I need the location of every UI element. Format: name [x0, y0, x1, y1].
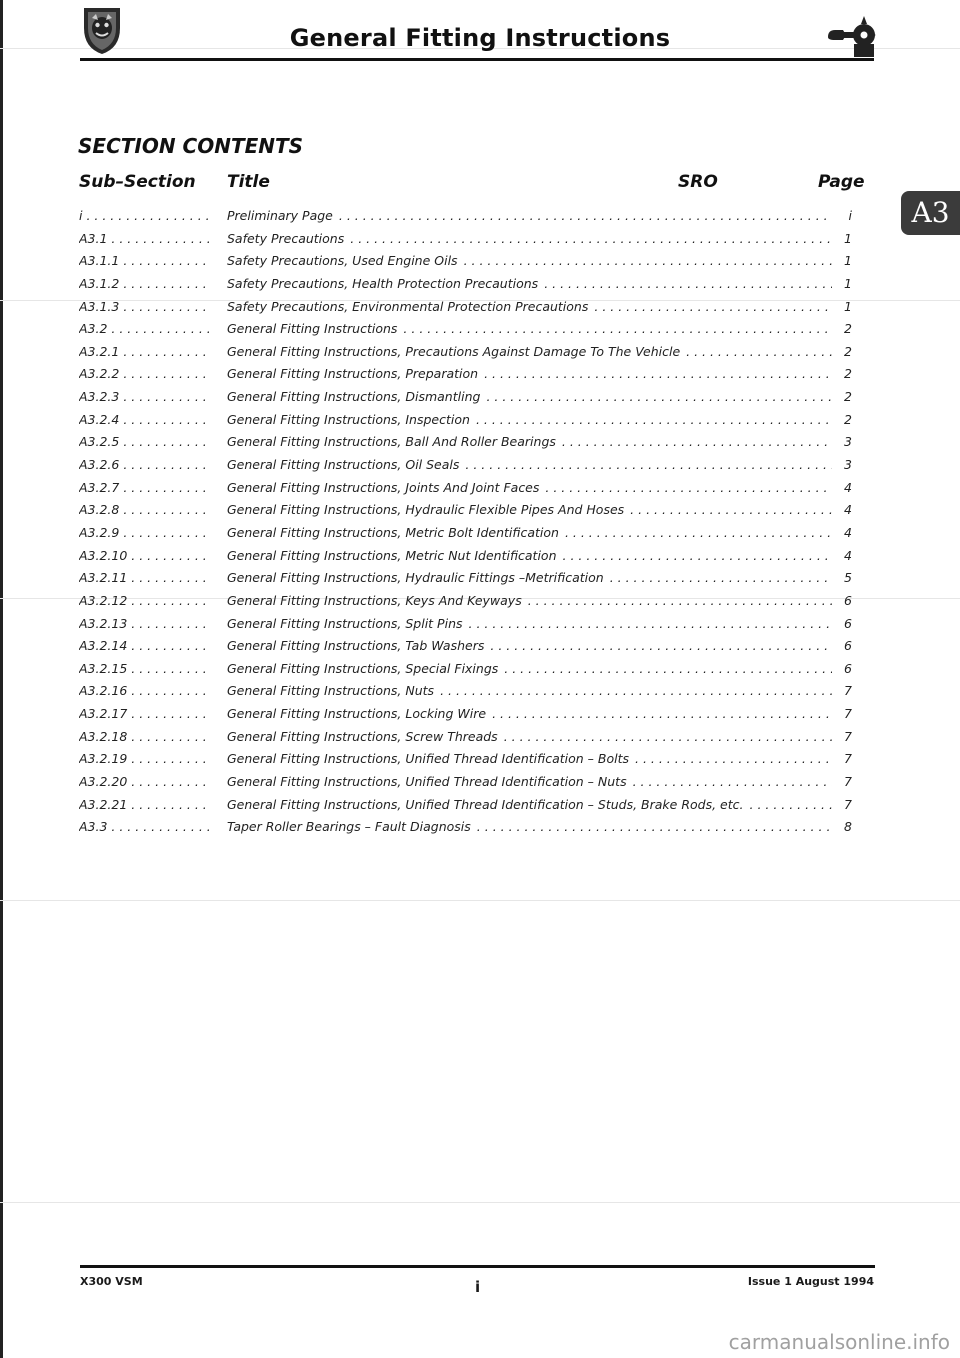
contents-row[interactable]: [79, 389, 852, 412]
contents-row[interactable]: [79, 774, 852, 797]
subsection-title: General Fitting Instructions, Unified Thread Identification – Studs, Brake Rods, etc.: [227, 796, 744, 812]
subsection-number: A3.2.16 . . .: [79, 683, 209, 698]
subsection-number: A3.2.4 . . .: [79, 412, 209, 427]
subsection-title: General Fitting Instructions, Special Fixings: [227, 660, 499, 676]
dot-leader: [630, 502, 832, 517]
scan-rule: [0, 900, 960, 901]
subsection-title: General Fitting Instructions, Dismantling: [227, 389, 481, 405]
page-number: 1: [844, 275, 852, 291]
subsection-number: A3.2.8 . . .: [79, 502, 209, 517]
contents-row[interactable]: [79, 706, 852, 729]
subsection-number: A3.2.1 . . .: [79, 344, 209, 359]
contents-row[interactable]: [79, 321, 852, 344]
contents-row[interactable]: [79, 548, 852, 571]
contents-row[interactable]: [79, 751, 852, 774]
page-number: 7: [844, 706, 852, 722]
subsection-title: General Fitting Instructions, Precautions Against Damage To The Vehicle: [227, 343, 681, 359]
subsection-number: A3.2.3 . . .: [79, 389, 209, 404]
page-number: 6: [844, 638, 852, 654]
subsection-title: General Fitting Instructions, Ball And Roller Bearings: [227, 434, 556, 450]
dot-leader: [477, 819, 832, 834]
contents-row[interactable]: [79, 299, 852, 322]
subsection-title: General Fitting Instructions, Inspection: [227, 411, 470, 427]
subsection-number: A3.2.6 . . .: [79, 457, 209, 472]
page-number: 2: [844, 321, 852, 337]
subsection-title: Safety Precautions, Environmental Protection Precautions: [227, 298, 589, 314]
column-header-sro: SRO: [678, 172, 718, 192]
header-rule: [80, 58, 874, 61]
contents-row[interactable]: [79, 231, 852, 254]
subsection-number: A3.2.21 . . .: [79, 797, 209, 812]
subsection-number: A3.2.20 . . .: [79, 774, 209, 789]
contents-table: [79, 208, 852, 842]
dot-leader: [504, 729, 832, 744]
subsection-number: i . . .: [79, 208, 209, 223]
contents-row[interactable]: [79, 208, 852, 231]
column-header-title: Title: [227, 172, 270, 192]
page-number: 5: [844, 570, 852, 586]
subsection-title: Preliminary Page: [227, 208, 333, 223]
dot-leader: [594, 299, 832, 314]
subsection-title: Safety Precautions, Health Protection Precautions: [227, 275, 539, 291]
subsection-title: General Fitting Instructions, Screw Threads: [227, 728, 498, 744]
page-number: 7: [844, 728, 852, 744]
footer-issue-date: Issue 1 August 1994: [747, 1275, 874, 1288]
page-number: 4: [844, 502, 852, 518]
dot-leader: [469, 616, 833, 631]
dot-leader: [635, 751, 832, 766]
page-number: 2: [844, 343, 852, 359]
dot-leader: [476, 412, 832, 427]
subsection-number: A3.3 . . .: [79, 819, 209, 834]
contents-row[interactable]: [79, 412, 852, 435]
subsection-number: A3.2.18 . . .: [79, 729, 209, 744]
dot-leader: [750, 797, 833, 812]
contents-row[interactable]: [79, 502, 852, 525]
subsection-title: General Fitting Instructions, Locking Wire: [227, 706, 487, 722]
contents-row[interactable]: [79, 366, 852, 389]
contents-row[interactable]: [79, 661, 852, 684]
subsection-title: General Fitting Instructions, Joints And Joint Faces: [227, 479, 540, 495]
dot-leader: [563, 548, 832, 563]
dot-leader: [544, 276, 832, 291]
contents-row[interactable]: [79, 616, 852, 639]
dot-leader: [490, 638, 832, 653]
dot-leader: [403, 321, 832, 336]
contents-row[interactable]: [79, 593, 852, 616]
page-number: 6: [844, 615, 852, 631]
dot-leader: [565, 525, 832, 540]
subsection-number: A3.2.13 . . .: [79, 616, 209, 631]
subsection-number: A3.2 . . .: [79, 321, 209, 336]
subsection-number: A3.1.1 . . .: [79, 253, 209, 268]
page-number: 6: [844, 592, 852, 608]
dot-leader: [350, 231, 832, 246]
subsection-number: A3.2.10 . . .: [79, 548, 209, 563]
contents-row[interactable]: [79, 683, 852, 706]
subsection-number: A3.2.7 . . .: [79, 480, 209, 495]
section-tab: A3: [901, 191, 960, 235]
page-number: 3: [844, 434, 852, 450]
subsection-title: General Fitting Instructions, Metric Nut Identification: [227, 547, 557, 563]
dot-leader: [545, 480, 832, 495]
page-number: 7: [844, 751, 852, 767]
page-number: 2: [844, 389, 852, 405]
subsection-number: A3.1.3 . . .: [79, 299, 209, 314]
subsection-title: Safety Precautions: [227, 230, 345, 246]
page-title: General Fitting Instructions: [289, 24, 671, 52]
subsection-title: General Fitting Instructions, Preparation: [227, 366, 479, 382]
subsection-number: A3.2.17 . . .: [79, 706, 209, 721]
subsection-title: General Fitting Instructions, Hydraulic Flexible Pipes And Hoses: [227, 502, 625, 518]
dot-leader: [562, 434, 832, 449]
subsection-title: General Fitting Instructions, Hydraulic Fittings –Metrification: [227, 570, 604, 586]
contents-row[interactable]: [79, 819, 852, 842]
dot-leader: [339, 208, 832, 223]
subsection-number: A3.2.15 . . .: [79, 661, 209, 676]
dot-leader: [492, 706, 832, 721]
dot-leader: [686, 344, 832, 359]
dot-leader: [484, 366, 832, 381]
subsection-title: General Fitting Instructions, Nuts: [227, 683, 435, 699]
subsection-number: A3.2.12 . . .: [79, 593, 209, 608]
subsection-number: A3.2.19 . . .: [79, 751, 209, 766]
page-number: 1: [844, 230, 852, 246]
subsection-title: General Fitting Instructions, Keys And Keyways: [227, 592, 522, 608]
dot-leader: [610, 570, 832, 585]
page-number: 2: [844, 366, 852, 382]
contents-row[interactable]: [79, 344, 852, 367]
dot-leader: [465, 457, 832, 472]
footer-rule: [80, 1265, 875, 1268]
page-number: 4: [844, 479, 852, 495]
contents-row[interactable]: [79, 434, 852, 457]
subsection-title: General Fitting Instructions, Split Pins: [227, 615, 463, 631]
subsection-number: A3.2.11 . . .: [79, 570, 209, 585]
dot-leader: [528, 593, 832, 608]
column-header-page: Page: [818, 172, 865, 192]
subsection-title: General Fitting Instructions: [227, 321, 398, 337]
page-number: 7: [844, 796, 852, 812]
contents-row[interactable]: [79, 457, 852, 480]
watermark: carmanualsonline.info: [728, 1330, 950, 1354]
subsection-number: A3.2.9 . . .: [79, 525, 209, 540]
contents-row[interactable]: [79, 276, 852, 299]
contents-row[interactable]: [79, 797, 852, 820]
contents-row[interactable]: [79, 525, 852, 548]
page-number: 3: [844, 457, 852, 473]
page-number: 8: [844, 819, 852, 835]
footer-document-code: X300 VSM: [80, 1275, 143, 1288]
contents-row[interactable]: [79, 253, 852, 276]
page-number: 1: [844, 298, 852, 314]
contents-row[interactable]: [79, 638, 852, 661]
subsection-number: A3.2.5 . . .: [79, 434, 209, 449]
subsection-number: A3.2.14 . . .: [79, 638, 209, 653]
column-header-subsection: Sub–Section: [79, 172, 196, 192]
footer-page-number: i: [475, 1278, 481, 1296]
subsection-title: General Fitting Instructions, Unified Thread Identification – Nuts: [227, 774, 627, 790]
subsection-title: Safety Precautions, Used Engine Oils: [227, 253, 458, 269]
scan-rule: [0, 1202, 960, 1203]
dot-leader: [633, 774, 832, 789]
wrench-gear-icon: [824, 10, 876, 62]
subsection-title: General Fitting Instructions, Unified Thread Identification – Bolts: [227, 751, 630, 767]
page-number: 4: [844, 524, 852, 540]
page-number: i: [848, 208, 852, 223]
subsection-title: General Fitting Instructions, Metric Bolt Identification: [227, 524, 559, 540]
page-number: 2: [844, 411, 852, 427]
dot-leader: [464, 253, 832, 268]
contents-row[interactable]: [79, 480, 852, 503]
page-number: 7: [844, 683, 852, 699]
subsection-title: General Fitting Instructions, Oil Seals: [227, 457, 460, 473]
page-number: 7: [844, 774, 852, 790]
contents-row[interactable]: [79, 729, 852, 752]
subsection-number: A3.1.2 . . .: [79, 276, 209, 291]
section-heading: SECTION CONTENTS: [78, 134, 304, 158]
dot-leader: [504, 661, 832, 676]
subsection-number: A3.2.2 . . .: [79, 366, 209, 381]
subsection-number: A3.1 . . .: [79, 231, 209, 246]
page-edge-line: [0, 0, 3, 1358]
page-number: 6: [844, 660, 852, 676]
subsection-title: Taper Roller Bearings – Fault Diagnosis: [227, 819, 471, 835]
page-number: 4: [844, 547, 852, 563]
contents-row[interactable]: [79, 570, 852, 593]
dot-leader: [440, 683, 832, 698]
subsection-title: General Fitting Instructions, Tab Washers: [227, 638, 485, 654]
dot-leader: [486, 389, 832, 404]
page-number: 1: [844, 253, 852, 269]
